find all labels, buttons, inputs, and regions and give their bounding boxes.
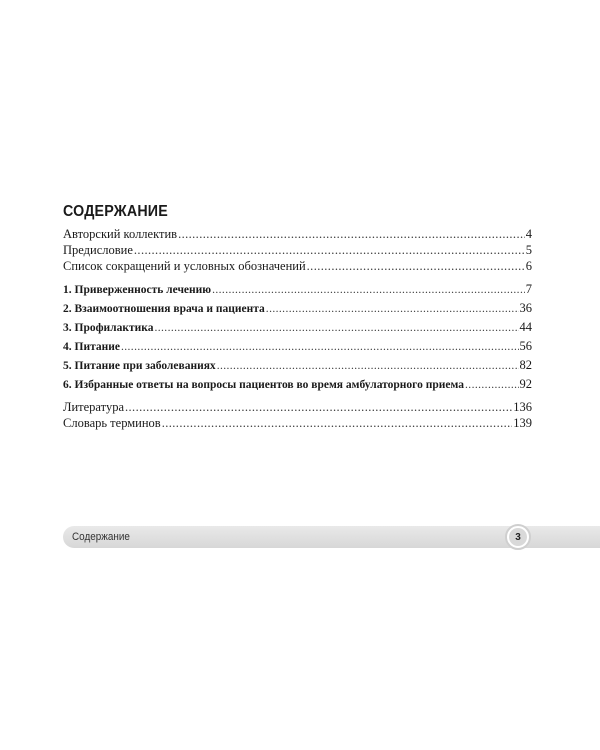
toc-entry-page: 6 [525,259,532,273]
toc-entry-abbreviations[interactable] [63,258,532,274]
dot-leader [307,258,525,274]
toc-entry-page: 136 [513,400,532,414]
dot-leader [162,415,513,431]
toc-entry-chapter-3[interactable] [63,319,532,335]
dot-leader [465,377,518,393]
toc-entry-title: 6. Избранные ответы на вопросы пациентов во время амбулаторного приема [63,379,465,391]
toc-entry-title: 3. Профилактика [63,322,154,334]
toc-entry-page: 139 [513,416,532,430]
toc-entry-title: Предисловие [63,243,133,257]
dot-leader [266,301,519,317]
toc-entry-title: Литература [63,400,124,414]
toc-entry-chapter-1[interactable] [63,281,532,297]
toc-entry-page: 36 [519,301,532,315]
toc-entry-title: 2. Взаимоотношения врача и пациента [63,303,265,315]
dot-leader [134,242,525,258]
toc-entry-page: 7 [525,282,532,296]
toc-entry-title: 5. Питание при заболеваниях [63,360,216,372]
dot-leader [125,399,512,415]
toc-entry-page: 4 [525,227,532,241]
toc-entry-chapter-2[interactable] [63,300,532,316]
toc-heading: СОДЕРЖАНИЕ [63,203,168,220]
toc-entry-title: 1. Приверженность лечению [63,284,212,296]
toc-entry-page: 56 [519,339,532,353]
toc-entry-title: Словарь терминов [63,416,161,430]
toc-entry-title: Список сокращений и условных обозначений [63,259,306,273]
toc-entry-chapter-6[interactable] [63,376,532,392]
page-number-badge [505,524,531,550]
toc-entry-title: Авторский коллектив [63,227,178,241]
toc-entry-page: 44 [519,320,532,334]
toc-entry-authors[interactable] [63,226,532,242]
toc-entry-literature[interactable] [63,399,532,415]
dot-leader [154,320,518,336]
dot-leader [217,358,519,374]
toc-entry-page: 5 [525,243,532,257]
dot-leader [178,226,525,242]
dot-leader [212,282,525,298]
toc-entry-chapter-5[interactable] [63,357,532,373]
footer-section-label: Содержание [72,531,130,543]
toc-entry-preface[interactable] [63,242,532,258]
toc-entry-page: 92 [519,377,532,391]
toc-entry-page: 82 [519,358,532,372]
page-number: 3 [509,528,527,546]
toc-entry-title: 4. Питание [63,341,120,353]
toc-entry-glossary[interactable] [63,415,532,431]
toc-entry-chapter-4[interactable] [63,338,532,354]
table-of-contents [63,226,532,431]
dot-leader [121,339,519,355]
